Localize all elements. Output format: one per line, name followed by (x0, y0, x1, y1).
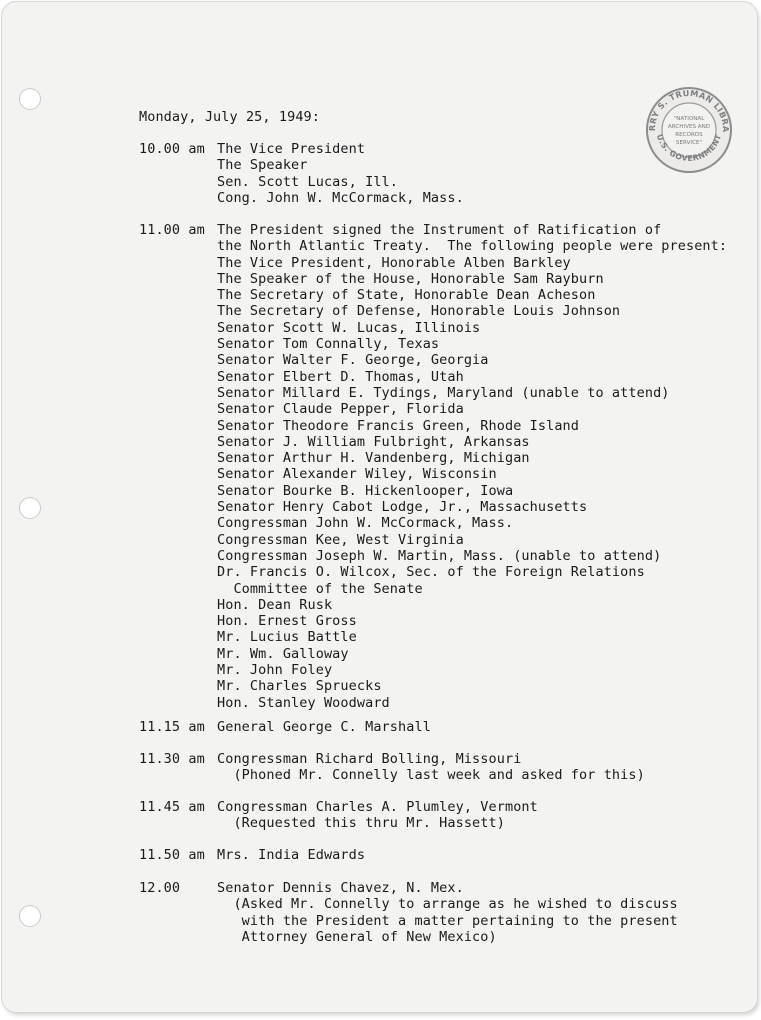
appointment-line: Senator Scott W. Lucas, Illinois (217, 319, 481, 336)
appointment-line: Mr. Charles Spruecks (217, 678, 382, 695)
stamp-center-line: ARCHIVES AND (667, 124, 711, 130)
appointment-line: Sen. Scott Lucas, Ill. (217, 173, 399, 190)
appointment-line: Senator Millard E. Tydings, Maryland (unable to attend) (217, 384, 670, 401)
appointment-time: 10.00 am (139, 141, 205, 157)
appointment-details (217, 880, 757, 945)
appointment-line: Senator Claude Pepper, Florida (217, 401, 464, 418)
appointment-time: 11.00 am (139, 222, 205, 238)
appointment-line: Senator Dennis Chavez, N. Mex. (217, 880, 464, 896)
appointment-line: General George C. Marshall (217, 719, 431, 735)
appointment-line: Hon. Ernest Gross (217, 613, 357, 630)
appointment-line: Attorney General of New Mexico) (217, 928, 497, 945)
appointment-line: Committee of the Senate (217, 580, 423, 597)
appointment-line: The Speaker of the House, Honorable Sam Rayburn (217, 270, 604, 287)
page-date-heading: Monday, July 25, 1949: (139, 109, 321, 125)
appointment-line: (Asked Mr. Connelly to arrange as he wished to discuss (217, 896, 678, 913)
appointment-details (217, 719, 757, 735)
appointment-line: The Speaker (217, 157, 308, 174)
appointment-line: Senator Elbert D. Thomas, Utah (217, 368, 464, 385)
appointment-details (217, 141, 757, 206)
appointment-line: Congressman Charles A. Plumley, Vermont (217, 799, 538, 815)
appointment-line: Senator Arthur H. Vandenberg, Michigan (217, 450, 530, 467)
stamp-ring-text: RRY S. TRUMAN LIBRA (646, 87, 732, 133)
appointment-line: (Phoned Mr. Connelly last week and asked for this) (217, 767, 645, 784)
paper-sheet (2, 2, 757, 1012)
appointment-line: Mr. John Foley (217, 662, 333, 679)
appointment-time: 11.30 am (139, 751, 205, 767)
appointment-line: Senator Bourke B. Hickenlooper, Iowa (217, 482, 514, 499)
appointment-time: 11.50 am (139, 847, 205, 863)
stamp-center-line: "NATIONAL (673, 116, 705, 122)
appointment-line: Congressman Kee, West Virginia (217, 531, 464, 548)
appointment-details (217, 799, 757, 832)
appointment-line: with the President a matter pertaining to the present (217, 912, 678, 929)
appointment-line: Hon. Stanley Woodward (217, 694, 390, 711)
appointment-line: the North Atlantic Treaty. The following people were present: (217, 238, 728, 255)
appointment-line: Mr. Wm. Galloway (217, 645, 349, 662)
punch-hole-bottom (19, 905, 41, 927)
appointment-time: 12.00 (139, 880, 181, 896)
appointment-line: Mrs. India Edwards (217, 847, 366, 863)
appointment-line: Senator Alexander Wiley, Wisconsin (217, 466, 497, 483)
appointment-line: The President signed the Instrument of Ratification of (217, 222, 662, 238)
appointment-line: (Requested this thru Mr. Hassett) (217, 815, 505, 832)
appointment-details (217, 847, 757, 863)
stamp-bottom-text: U.S. GOVERNMENT (654, 133, 724, 164)
stamp-center-line: SERVICE" (675, 140, 703, 146)
appointment-line: Senator Henry Cabot Lodge, Jr., Massachusetts (217, 499, 588, 516)
appointment-line: Cong. John W. McCormack, Mass. (217, 189, 464, 206)
punch-hole-middle (19, 497, 41, 519)
appointment-line: Congressman John W. McCormack, Mass. (217, 515, 514, 532)
appointment-line: Dr. Francis O. Wilcox, Sec. of the Foreign Relations (217, 564, 645, 581)
stamp-center-line: RECORDS (675, 132, 703, 138)
appointment-line: Senator Tom Connally, Texas (217, 336, 440, 353)
appointment-time: 11.15 am (139, 719, 205, 735)
appointment-line: Senator Theodore Francis Green, Rhode Island (217, 417, 580, 434)
appointment-line: Congressman Richard Bolling, Missouri (217, 751, 522, 767)
appointment-line: Mr. Lucius Battle (217, 629, 357, 646)
appointment-line: Senator Walter F. George, Georgia (217, 352, 489, 369)
appointment-details (217, 222, 757, 711)
appointment-line: The Secretary of State, Honorable Dean Acheson (217, 287, 596, 304)
appointment-line: The Vice President (217, 141, 366, 157)
appointment-line: The Vice President, Honorable Alben Barkley (217, 254, 571, 271)
appointment-line: Congressman Joseph W. Martin, Mass. (unable to attend) (217, 547, 662, 564)
appointment-time: 11.45 am (139, 799, 205, 815)
appointment-line: The Secretary of Defense, Honorable Louis Johnson (217, 303, 621, 320)
appointment-line: Hon. Dean Rusk (217, 596, 333, 613)
appointment-line: Senator J. William Fulbright, Arkansas (217, 433, 530, 450)
punch-hole-top (19, 88, 41, 110)
appointment-details (217, 751, 757, 784)
